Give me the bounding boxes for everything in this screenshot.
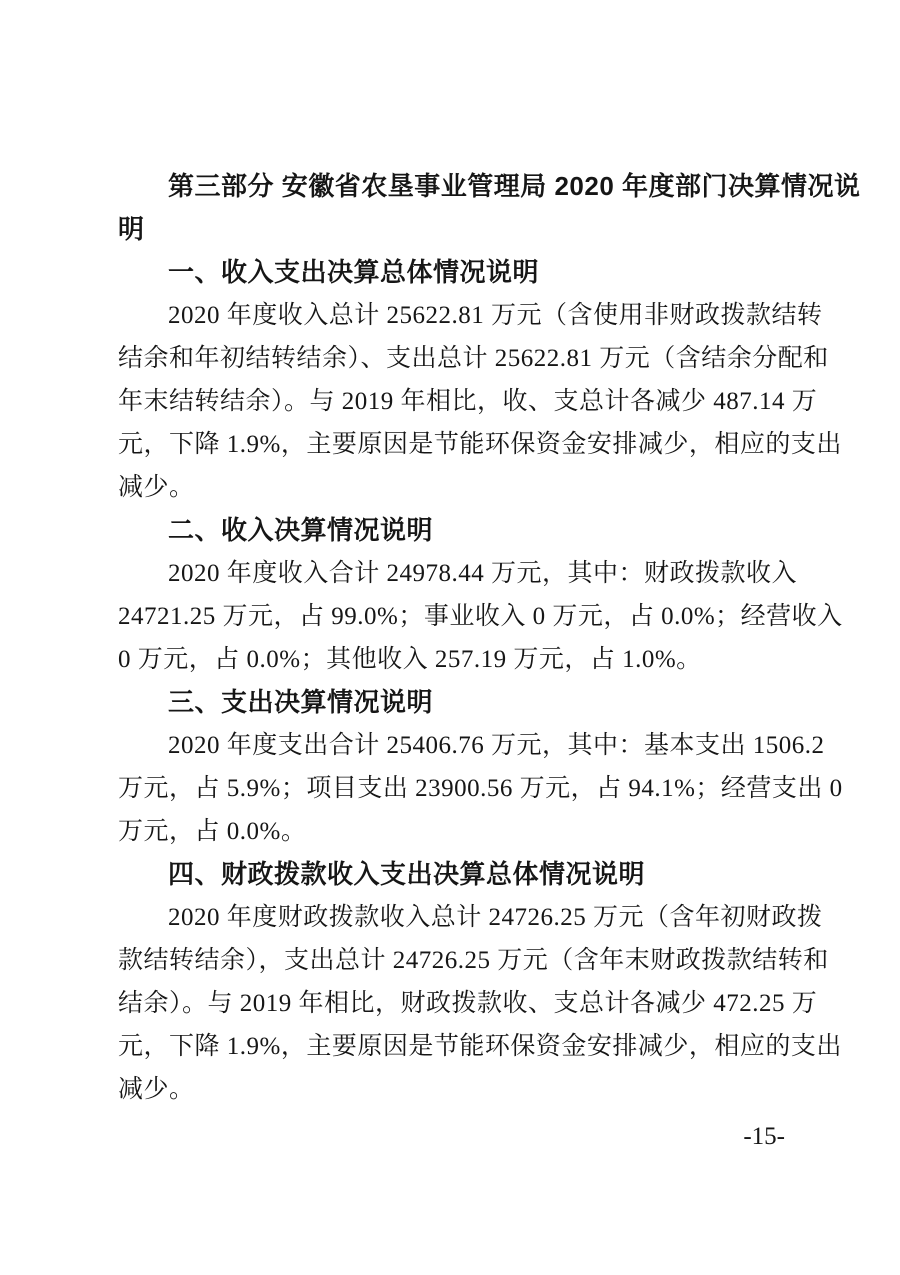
body-line: 结余）。与 2019 年相比，财政拨款收、支总计各减少 472.25 万 [118,990,818,1017]
body-line: 结余和年初结转结余）、支出总计 25622.81 万元（含结余分配和 [118,345,829,372]
body-line: 24721.25 万元，占 99.0%；事业收入 0 万元，占 0.0%；经营收入 [118,603,843,630]
heading-line: 一、收入支出决算总体情况说明 [168,257,540,287]
body-line: 2020 年度收入合计 24978.44 万元，其中：财政拨款收入 [168,560,798,587]
body-line: 元，下降 1.9%，主要原因是节能环保资金安排减少，相应的支出 [118,431,842,458]
body-line: 减少。 [118,1076,195,1103]
body-line: 年末结转结余）。与 2019 年相比，收、支总计各减少 487.14 万 [118,388,818,415]
body-line: 2020 年度财政拨款收入总计 24726.25 万元（含年初财政拨 [168,904,823,931]
title-line: 明 [118,214,145,244]
body-line: 2020 年度收入总计 25622.81 万元（含使用非财政拨款结转 [168,302,823,329]
heading-line: 四、财政拨款收入支出决算总体情况说明 [168,859,646,889]
body-line: 万元，占 0.0%。 [118,818,307,845]
heading-line: 三、支出决算情况说明 [168,687,434,717]
body-line: 款结转结余），支出总计 24726.25 万元（含年末财政拨款结转和 [118,947,829,974]
body-line: 2020 年度支出合计 25406.76 万元，其中：基本支出 1506.2 [168,732,825,759]
document-body [118,165,861,1111]
page-number: -15- [743,1123,785,1150]
body-line: 元，下降 1.9%，主要原因是节能环保资金安排减少，相应的支出 [118,1033,842,1060]
body-line: 减少。 [118,474,195,501]
title-line: 第三部分 安徽省农垦事业管理局 2020 年度部门决算情况说 [168,171,861,201]
heading-line: 二、收入决算情况说明 [168,515,434,545]
body-line: 万元，占 5.9%；项目支出 23900.56 万元，占 94.1%；经营支出 0 [118,775,843,802]
body-line: 0 万元，占 0.0%；其他收入 257.19 万元，占 1.0%。 [118,646,702,673]
